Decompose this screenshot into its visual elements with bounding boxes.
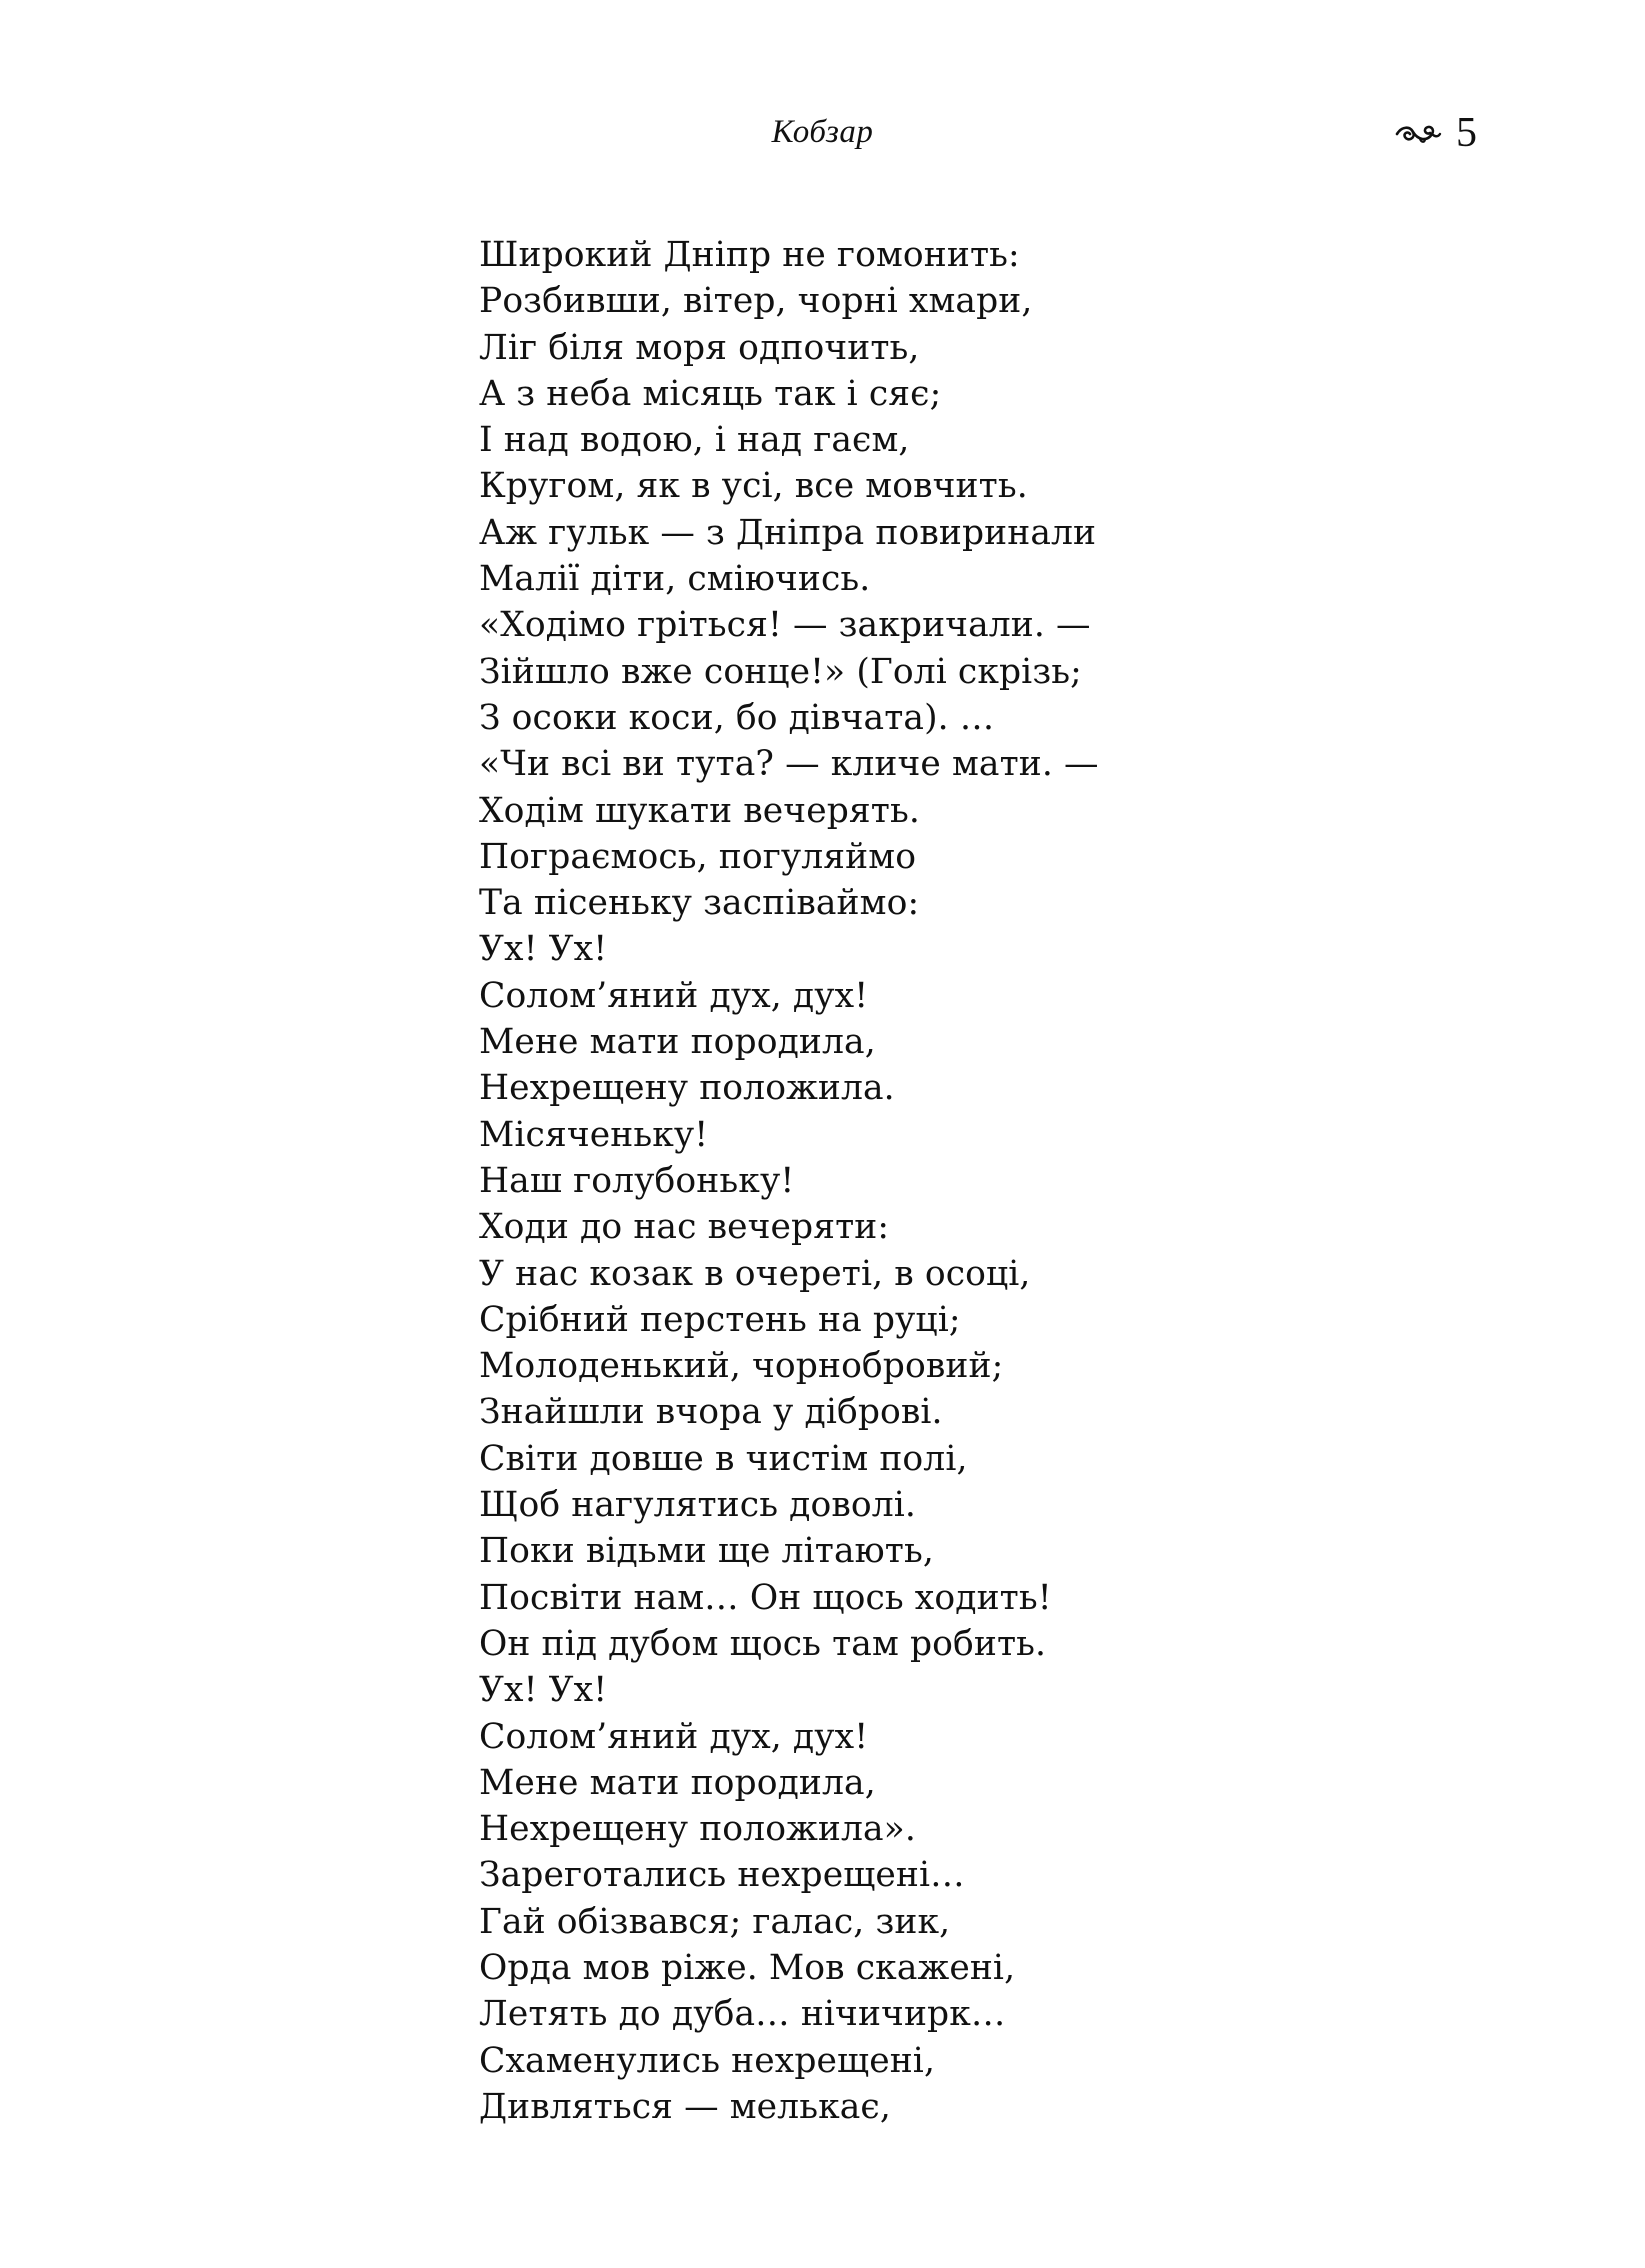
page-number: 5	[1456, 110, 1477, 156]
verse-line: Нехрещену положила.	[479, 1068, 895, 1109]
verse-line: А з неба місяць так і сяє;	[479, 373, 942, 414]
verse-line: Поки відьми ще літають,	[479, 1531, 934, 1572]
verse-line: Посвіти нам… Он щось ходить!	[479, 1577, 1052, 1618]
verse-line: «Чи всі ви тута? — кличе мати. —	[479, 744, 1099, 785]
verse-line: Кругом, як в усі, все мовчить.	[479, 466, 1028, 507]
verse-line: Малії діти, сміючись.	[479, 559, 871, 600]
verse-line: Нехрещену положила».	[479, 1809, 916, 1850]
verse-line: Та пісеньку заспіваймо:	[479, 883, 920, 924]
verse-line: У нас козак в очереті, в осоці,	[479, 1253, 1031, 1294]
verse-line: Щоб нагулятись доволі.	[479, 1485, 916, 1526]
book-title: Кобзар	[771, 114, 874, 150]
verse-line: Зареготались нехрещені…	[479, 1855, 965, 1896]
verse-line: Аж гульк — з Дніпра повиринали	[479, 512, 1097, 553]
verse-line: Дивляться — мелькає,	[479, 2086, 891, 2127]
verse-line: Зійшло вже сонце!» (Голі скрізь;	[479, 651, 1082, 692]
verse-line: Місяченьку!	[479, 1114, 709, 1155]
poem-text	[479, 232, 1099, 2130]
verse-line: «Ходімо гріться! — закричали. —	[479, 605, 1091, 646]
verse-line: Світи довше в чистім полі,	[479, 1438, 968, 1479]
verse-line: Молоденький, чорнобровий;	[479, 1346, 1004, 1387]
verse-line: З осоки коси, бо дівчата). …	[479, 697, 995, 738]
running-header	[0, 108, 1645, 158]
verse-line: Мене мати породила,	[479, 1762, 876, 1803]
verse-line: Солом’яний дух, дух!	[479, 1716, 869, 1757]
verse-line: Знайшли вчора у діброві.	[479, 1392, 943, 1433]
verse-line: Срібний перстень на руці;	[479, 1299, 961, 1340]
page-number-group	[1394, 108, 1477, 158]
verse-line: Ходім шукати вечерять.	[479, 790, 920, 831]
verse-line: Ліг біля моря одпочить,	[479, 327, 920, 368]
verse-line: Розбивши, вітер, чорні хмари,	[479, 281, 1033, 322]
verse-line: Он під дубом щось там робить.	[479, 1623, 1047, 1664]
verse-line: Ух! Ух!	[479, 929, 608, 970]
verse-line: І над водою, і над гаєм,	[479, 420, 910, 461]
verse-line: Солом’яний дух, дух!	[479, 975, 869, 1016]
verse-line: Наш голубоньку!	[479, 1160, 795, 1201]
verse-line: Ух! Ух!	[479, 1670, 608, 1711]
verse-line: Пограємось, погуляймо	[479, 836, 917, 877]
verse-line: Широкий Дніпр не гомонить:	[479, 235, 1020, 275]
fleuron-icon	[1394, 120, 1442, 146]
verse-line: Ходи до нас вечеряти:	[479, 1207, 890, 1248]
verse-line: Орда мов ріже. Мов скажені,	[479, 1947, 1016, 1988]
verse-line: Летять до дуба… нічичирк…	[479, 1994, 1006, 2035]
verse-line: Схаменулись нехрещені,	[479, 2040, 936, 2081]
verse-line: Мене мати породила,	[479, 1022, 876, 1063]
verse-line: Гай обізвався; галас, зик,	[479, 1901, 951, 1942]
